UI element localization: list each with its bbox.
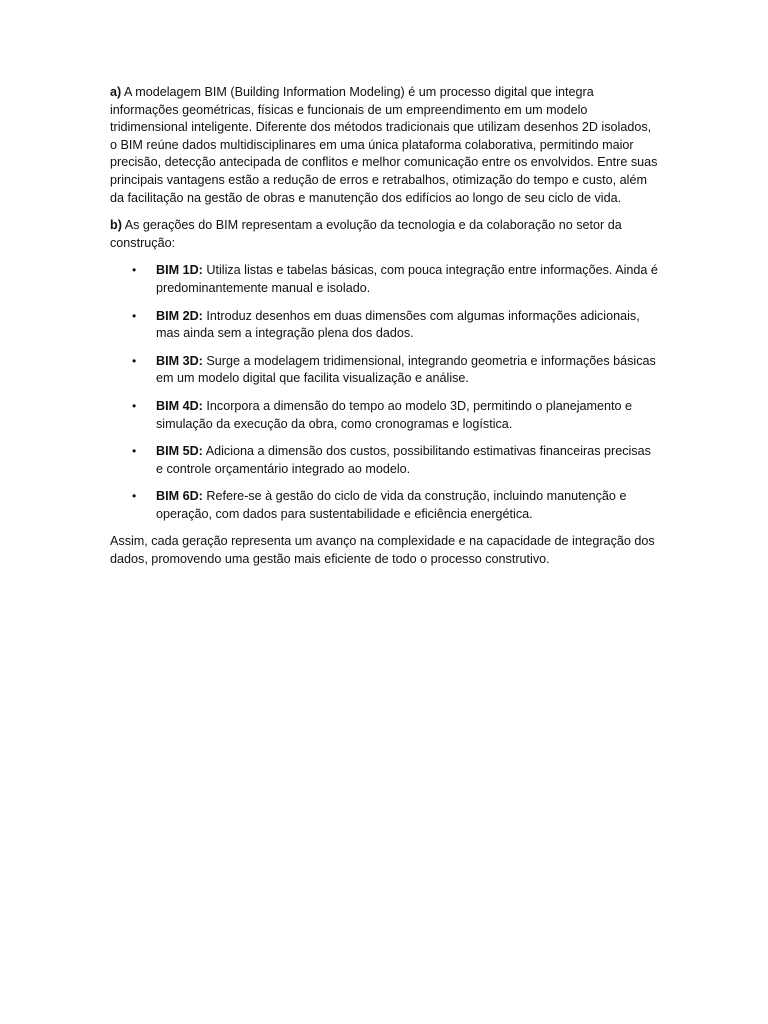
list-item-bim-6d — [110, 488, 658, 523]
paragraph-b-text: As gerações do BIM representam a evolução da tecnologia e da colaboração no setor da construção: — [110, 218, 622, 250]
bullet-icon: • — [132, 353, 137, 368]
list-item-term: BIM 2D: — [156, 308, 203, 323]
paragraph-b-label: b) — [110, 218, 122, 233]
list-item-bim-3d — [110, 353, 658, 388]
conclusion-paragraph: Assim, cada geração representa um avanço na complexidade e na capacidade de integração dos dados, promovendo uma gestão mais eficiente de todo o processo construtivo. — [110, 534, 655, 567]
list-item-term: BIM 1D: — [156, 263, 203, 278]
paragraph-a-label: a) — [110, 85, 122, 99]
bim-generations-list — [110, 262, 658, 523]
list-item-text: Introduz desenhos em duas dimensões com algumas informações adicionais, mas ainda sem a integração plena dos dados. — [156, 308, 640, 341]
list-item-text: Adiciona a dimensão dos custos, possibilitando estimativas financeiras precisas e controle orçamentário integrado ao modelo. — [156, 444, 651, 476]
list-item-text: Refere-se à gestão do ciclo de vida da construção, incluindo manutenção e operação, com dados para sustentabilidade e eficiência energética. — [156, 489, 627, 521]
list-item-term: BIM 6D: — [156, 489, 203, 504]
bullet-icon: • — [132, 263, 137, 278]
list-item-term: BIM 5D: — [156, 444, 203, 459]
list-item-bim-4d — [110, 398, 658, 433]
paragraph-b — [110, 217, 658, 252]
list-item-text: Utiliza listas e tabelas básicas, com pouca integração entre informações. Ainda é predominantemente manual e isolado. — [156, 263, 658, 295]
list-item-text: Surge a modelagem tridimensional, integrando geometria e informações básicas em um modelo digital que facilita visualização e análise. — [156, 353, 656, 386]
list-item-bim-5d — [110, 443, 658, 478]
paragraph-a — [110, 84, 658, 207]
paragraph-a-text: A modelagem BIM (Building Information Modeling) é um processo digital que integra informações geométricas, físicas e funcionais de um empreendimento em um modelo tridimensional inteligente. Diferente dos métodos tradicionais que utilizam desenhos 2D isolados, o BIM reúne dados multidisciplinares em uma única plataforma colaborativa, permitindo maior precisão, detecção antecipada de conflitos e melhor comunicação entre os envolvidos. Entre suas principais vantagens estão a redução de erros e retrabalhos, otimização do tempo e custo, além da facilitação na gestão de obras e manutenção dos edifícios ao longo de seu ciclo de vida. — [110, 85, 658, 205]
bullet-icon: • — [132, 398, 137, 413]
list-item-term: BIM 4D: — [156, 398, 203, 413]
list-item-bim-1d — [110, 262, 658, 297]
list-item-text: Incorpora a dimensão do tempo ao modelo 3D, permitindo o planejamento e simulação da execução da obra, como cronogramas e logística. — [156, 398, 633, 431]
list-item-bim-2d — [110, 308, 658, 343]
bullet-icon: • — [132, 308, 137, 323]
list-item-term: BIM 3D: — [156, 353, 203, 368]
bullet-icon: • — [132, 489, 137, 504]
bullet-icon: • — [132, 444, 137, 459]
document-body — [110, 84, 658, 579]
